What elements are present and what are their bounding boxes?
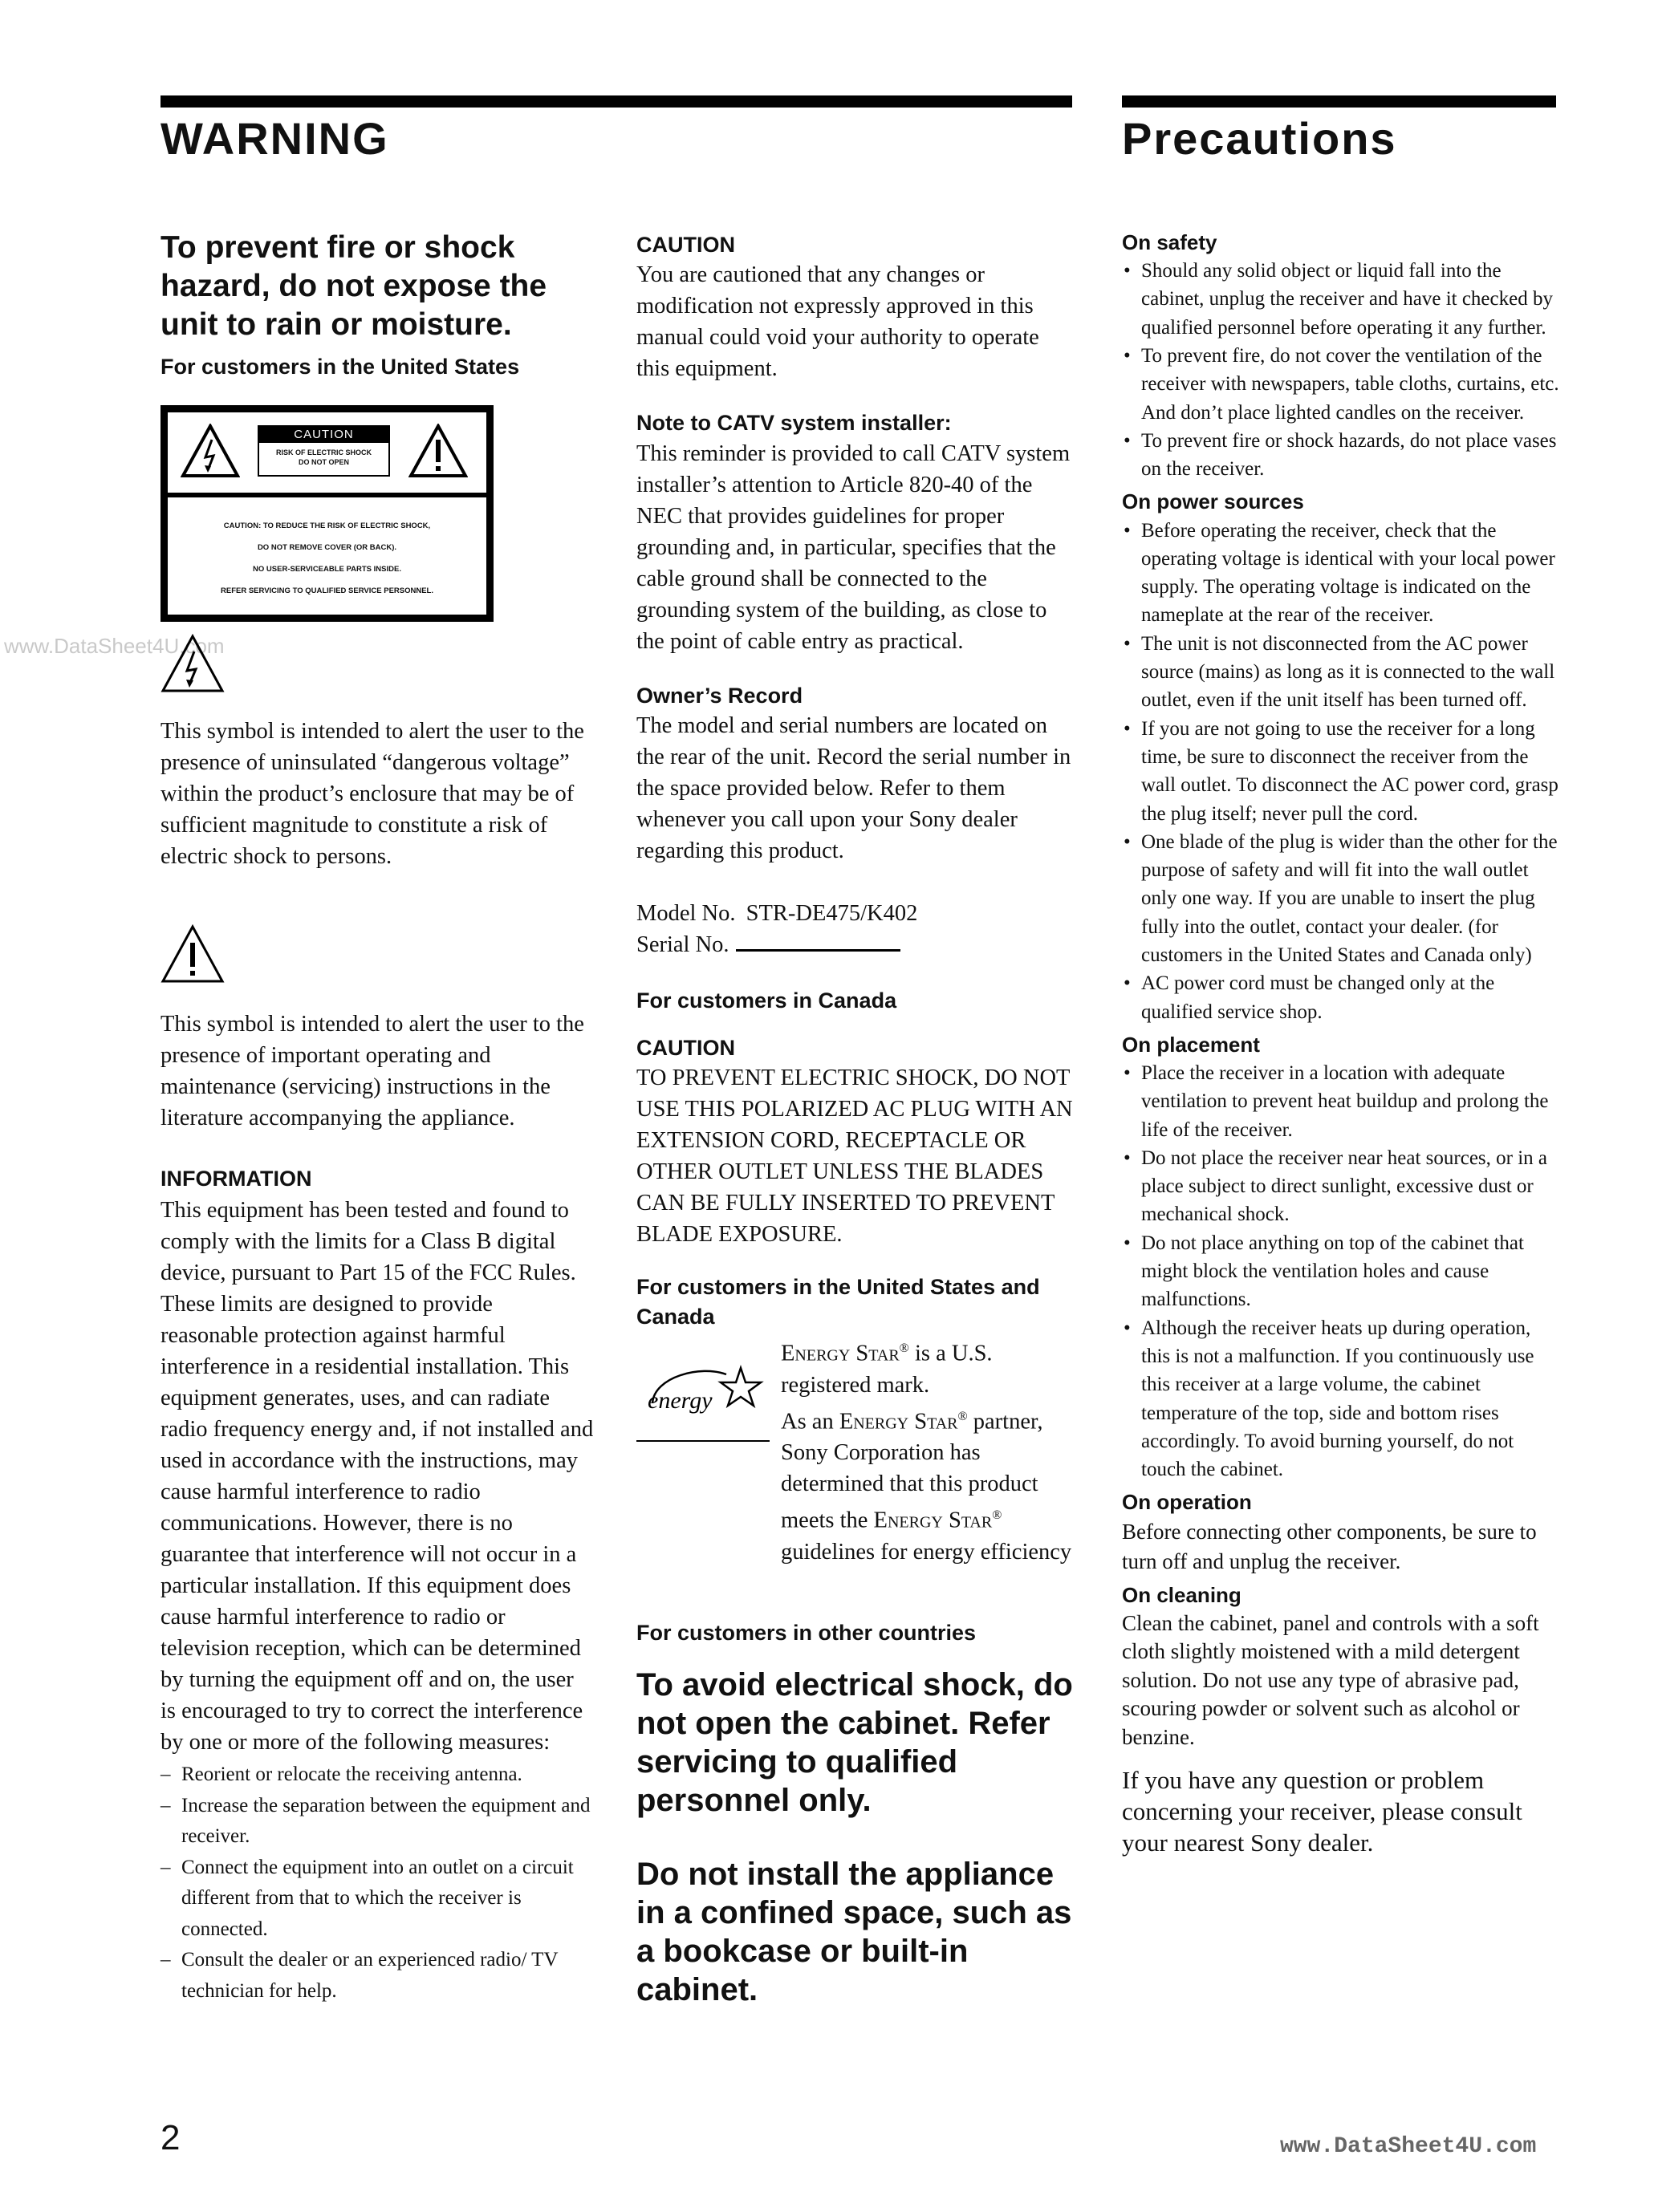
canada-caution-text: TO PREVENT ELECTRIC SHOCK, DO NOT USE THIS POLARIZED AC PLUG WITH AN EXTENSION CORD, RECEPTACLE OR OTHER OUTLET UNLESS THE BLADES CAN BE FULLY INSERTED TO PREVENT BLADE EXPOSURE. — [636, 1065, 1073, 1248]
owners-record-text: The model and serial numbers are located on the rear of the unit. Record the serial number in the space provided below. Refer to them whenever you call upon your Sony dealer regarding this product. — [636, 713, 1071, 864]
caution-plate-header: CAUTION — [259, 427, 388, 443]
information-heading: INFORMATION — [161, 1167, 312, 1191]
on-placement-heading: On placement — [1122, 1032, 1260, 1057]
symbol2-text: This symbol is intended to alert the user to the presence of important operating and maintenance (servicing) instructions in the literature accompanying the appliance. — [161, 1012, 584, 1130]
list-item: • Do not place anything on top of the cabinet that might block the ventilation holes and cause malfunctions. — [1122, 1229, 1559, 1314]
lightning-warning-icon — [181, 424, 240, 478]
other-countries-heading: For customers in other countries — [636, 1621, 977, 1646]
caution-plate — [258, 425, 390, 477]
on-power-sources-heading: On power sources — [1122, 489, 1304, 514]
label-line-3: NO USER-SERVICEABLE PARTS INSIDE. — [253, 565, 401, 574]
warning-header-rule — [161, 95, 1072, 108]
precautions-title: Precautions — [1122, 113, 1397, 164]
list-item: • To prevent fire, do not cover the ventilation of the receiver with newspapers, table cloths, curtains, etc. And don’t place lighted candles on the receiver. — [1122, 342, 1559, 427]
on-cleaning-heading: On cleaning — [1122, 1582, 1241, 1607]
canada-caution-heading: CAUTION — [636, 1035, 735, 1060]
model-label: Model No. — [636, 901, 736, 927]
energy-star-name: Energy Star — [781, 1341, 900, 1366]
list-item: • Should any solid object or liquid fall into the cabinet, unplug the receiver and have it checked by qualified personnel before operating it any further. — [1122, 257, 1559, 342]
energy-logo-rule — [636, 1440, 770, 1442]
precautions-header-rule — [1122, 95, 1556, 108]
list-item: – Consult the dealer or an experienced radio/ TV technician for help. — [161, 1945, 594, 2007]
caution-heading: CAUTION — [636, 233, 735, 257]
energy-logo-text: energy — [648, 1387, 713, 1414]
list-item: • Although the receiver heats up during operation, this is not a malfunction. If you continuously use this receiver at a large volume, the cabinet temperature of the top, side and bottom rises accordingly. To avoid burning yourself, do not touch the cabinet. — [1122, 1314, 1559, 1484]
page-number: 2 — [161, 2118, 181, 2157]
warning-title: WARNING — [161, 113, 389, 164]
us-canada-heading: For customers in the United States and Canada — [636, 1275, 1040, 1329]
energy-text-4: guidelines for energy efficiency — [781, 1539, 1072, 1565]
serial-label: Serial No. — [636, 932, 729, 958]
list-item: – Increase the separation between the equipment and receiver. — [161, 1791, 594, 1853]
cleaning-text: Clean the cabinet, panel and controls with a soft cloth slightly moistened with a mild detergent solution. Do not use any type of abrasive pad, scouring powder or solvent such as alcohol or benzine. — [1122, 1610, 1539, 1749]
list-item: – Connect the equipment into an outlet on a circuit different from that to which the receiver is connected. — [161, 1853, 594, 1946]
owners-record-heading: Owner’s Record — [636, 683, 803, 708]
energy-star-block — [636, 1333, 1074, 1618]
caution-plate-sub1: RISK OF ELECTRIC SHOCK — [275, 448, 372, 457]
placement-list — [1122, 1059, 1559, 1483]
list-item: • Before operating the receiver, check that the operating voltage is identical with your local power supply. The operating voltage is indicated on the nameplate at the rear of the receiver. — [1122, 517, 1559, 630]
fire-shock-lead: To prevent fire or shock hazard, do not expose the unit to rain or moisture. — [161, 230, 547, 342]
column-precautions — [1122, 229, 1559, 1858]
symbol2-block — [161, 1009, 594, 2007]
caution-plate-sub2: DO NOT OPEN — [298, 458, 349, 466]
symbol-descriptions — [161, 716, 594, 872]
label-line-1: CAUTION: TO REDUCE THE RISK OF ELECTRIC SHOCK, — [223, 522, 431, 530]
catv-text: This reminder is provided to call CATV system installer’s attention to Article 820-40 of the NEC that provides guidelines for proper grounding and, in particular, specifies that the cable ground shall be connected to the grounding system of the building, as close to the point of cable entry as practical. — [636, 440, 1071, 654]
energy-star-name-2: Energy Star — [839, 1409, 958, 1435]
watermark: www.DataSheet4U.com — [4, 634, 225, 658]
information-p1: This equipment has been tested and found to comply with the limits for a Class B digital device, pursuant to Part 15 of the FCC Rules. — [161, 1198, 576, 1286]
model-value: STR-DE475/K402 — [746, 901, 918, 927]
on-safety-heading: On safety — [1122, 230, 1217, 254]
column-warning-right — [636, 230, 1074, 2009]
safety-list — [1122, 257, 1559, 483]
caution-label — [161, 405, 494, 622]
list-item: • One blade of the plug is wider than the other for the purpose of safety and will fit into the wall outlet only one way. If you are unable to insert the plug fully into the outlet, contact your dealer. (for customers in the United States and Canada only) — [1122, 828, 1559, 969]
canada-heading: For customers in Canada — [636, 988, 897, 1013]
registered-mark-3: ® — [992, 1508, 1002, 1523]
operation-text: Before connecting other components, be sure to turn off and unplug the receiver. — [1122, 1519, 1537, 1573]
list-item: – Reorient or relocate the receiving antenna. — [161, 1759, 594, 1791]
registered-mark-2: ® — [957, 1409, 968, 1423]
label-line-4: REFER SERVICING TO QUALIFIED SERVICE PERSONNEL. — [221, 586, 433, 595]
list-item: • AC power cord must be changed only at the qualified service shop. — [1122, 969, 1559, 1026]
measures-list — [161, 1759, 594, 2007]
label-line-2: DO NOT REMOVE COVER (OR BACK). — [257, 543, 397, 552]
confined-space-lead: Do not install the appliance in a confined space, such as a bookcase or built-in cabinet. — [636, 1856, 1072, 2007]
energy-text-3: partner, Sony Corporation has determined that this product meets the — [781, 1409, 1043, 1533]
label-instructions — [168, 515, 486, 602]
exclamation-symbol-icon — [161, 924, 225, 984]
power-list — [1122, 517, 1559, 1026]
registered-mark: ® — [899, 1341, 909, 1356]
list-item: • The unit is not disconnected from the AC power source (mains) as long as it is connected to the wall outlet, even if the unit itself has been turned off. — [1122, 630, 1559, 715]
list-item: • Do not place the receiver near heat sources, or in a place subject to direct sunlight, excessive dust or mechanical shock. — [1122, 1144, 1559, 1229]
closing-text: If you have any question or problem concerning your receiver, please consult your nearest Sony dealer. — [1122, 1766, 1522, 1857]
column-warning-left — [161, 229, 594, 381]
serial-blank — [736, 930, 900, 952]
list-item: • Place the receiver in a location with adequate ventilation to prevent heat buildup and prolong the life of the receiver. — [1122, 1059, 1559, 1144]
energy-star-logo-icon — [636, 1357, 765, 1429]
on-operation-heading: On operation — [1122, 1490, 1252, 1515]
energy-star-text — [781, 1333, 1074, 1568]
energy-text-1: is a U.S. registered mark. — [781, 1341, 993, 1398]
serial-line — [636, 929, 1074, 960]
information-p2: These limits are designed to provide reasonable protection against harmful interference in a residential installation. This equipment generates, uses, and can radiate radio frequency energy and, if not installed and used in accordance with the instructions, may cause harmful interference to radio communications. However, there is no guarantee that interference will not occur in a particular installation. If this equipment does cause harmful interference to radio or television reception, which can be determined by turning the equipment off and on, the user is encouraged to try to correct the interference by one or more of the following measures: — [161, 1292, 594, 1755]
list-item: • To prevent fire or shock hazards, do not place vases on the receiver. — [1122, 427, 1559, 484]
avoid-shock-lead: To avoid electrical shock, do not open the cabinet. Refer servicing to qualified personnel only. — [636, 1666, 1073, 1818]
lightning-symbol-icon — [161, 634, 225, 693]
label-divider — [168, 493, 486, 497]
caution-text: You are cautioned that any changes or modification not expressly approved in this manual could void your authority to operate this equipment. — [636, 262, 1039, 382]
us-customers-heading: For customers in the United States — [161, 355, 520, 379]
energy-star-name-3: Energy Star — [873, 1508, 993, 1533]
exclamation-warning-icon — [408, 424, 468, 478]
energy-text-2: As an — [781, 1409, 839, 1435]
footer-site-link[interactable]: www.DataSheet4U.com — [1280, 2134, 1537, 2159]
model-line — [636, 898, 1074, 929]
symbol1-text: This symbol is intended to alert the user to the presence of uninsulated “dangerous voltage” within the product’s enclosure that may be of sufficient magnitude to constitute a risk of electric shock to persons. — [161, 719, 584, 869]
list-item: • If you are not going to use the receiver for a long time, be sure to disconnect the receiver from the wall outlet. To disconnect the AC power cord, grasp the plug itself; never pull the cord. — [1122, 715, 1559, 828]
catv-heading: Note to CATV system installer: — [636, 411, 952, 436]
